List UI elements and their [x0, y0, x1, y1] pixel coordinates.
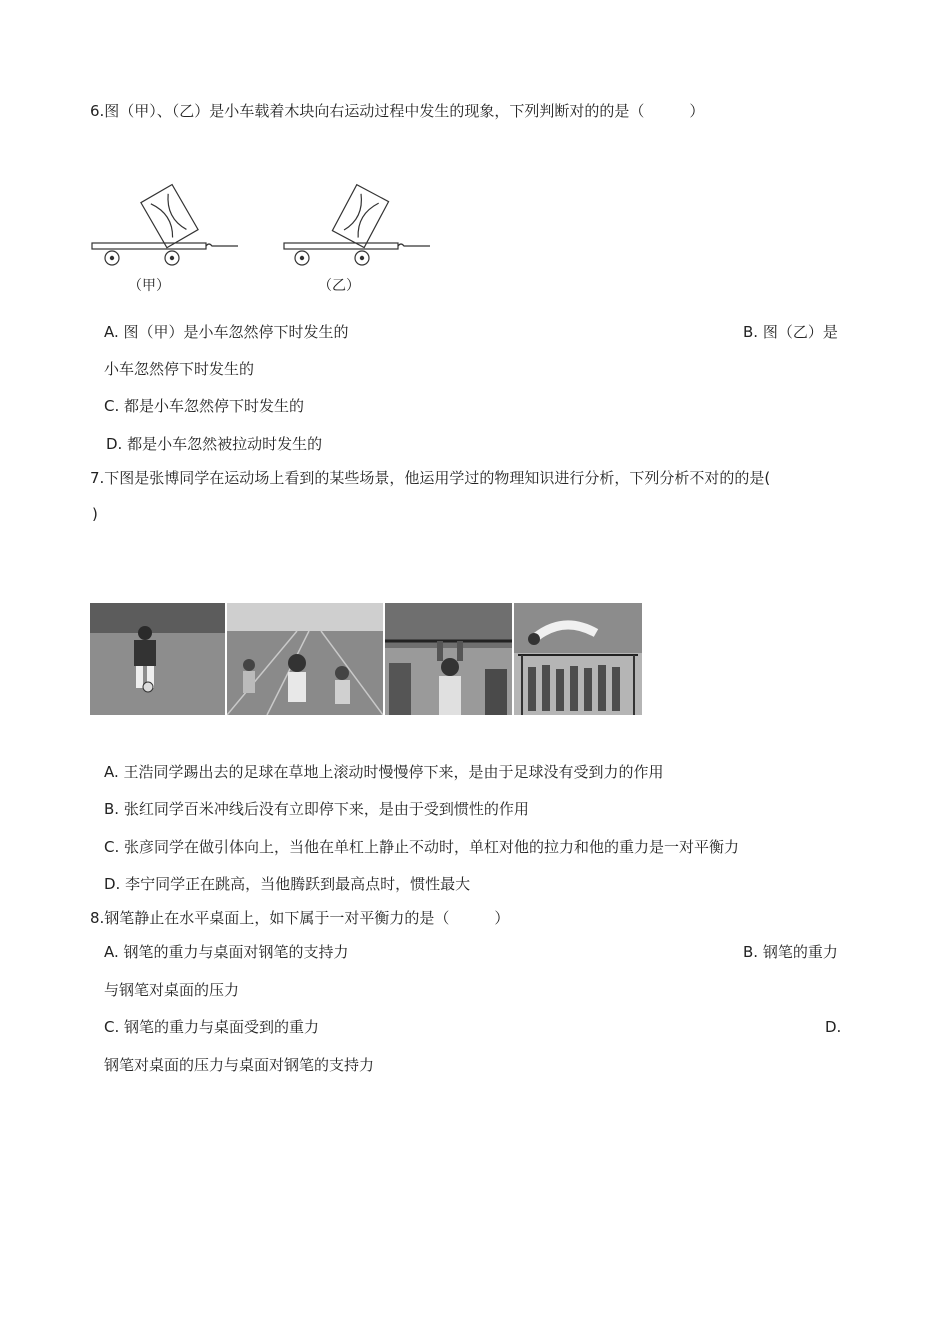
q6-option-a: A. 图（甲）是小车忽然停下时发生的: [104, 323, 349, 341]
q8-option-d-head: D.: [825, 1018, 842, 1036]
running-photo: [227, 603, 383, 715]
q6-option-c: C. 都是小车忽然停下时发生的: [104, 397, 305, 415]
q6-option-d: D. 都是小车忽然被拉动时发生的: [106, 435, 323, 453]
q7-photo-strip: [90, 603, 642, 715]
q7-option-c: C. 张彦同学在做引体向上，当他在单杠上静止不动时，单杠对他的拉力和他的重力是一对平衡力: [104, 838, 740, 856]
q8-option-b-tail: 与钢笔对桌面的压力: [104, 981, 240, 999]
q8-stem: 8.钢笔静止在水平桌面上，如下属于一对平衡力的是（ ）: [90, 909, 510, 927]
q8-option-d-tail: 钢笔对桌面的压力与桌面对钢笔的支持力: [104, 1056, 375, 1074]
pullup-photo: [385, 603, 512, 715]
q6-option-b-tail: 小车忽然停下时发生的: [104, 360, 255, 378]
cart-jia: [92, 185, 238, 265]
soccer-photo: [90, 603, 225, 715]
q7-option-b: B. 张红同学百米冲线后没有立即停下来，是由于受到惯性的作用: [104, 800, 529, 818]
q7-stem-line2: ): [92, 505, 98, 523]
q7-option-d: D. 李宁同学正在跳高，当他腾跃到最高点时，惯性最大: [104, 875, 471, 893]
highjump-photo: [514, 603, 642, 715]
q8-option-b-head: B. 钢笔的重力: [743, 943, 838, 961]
q8-option-c: C. 钢笔的重力与桌面受到的重力: [104, 1018, 320, 1036]
figure-label-yi: （乙）: [318, 278, 360, 294]
q6-option-b-head: B. 图（乙）是: [743, 323, 838, 341]
figure-label-jia: （甲）: [128, 278, 170, 294]
cart-yi: [284, 185, 430, 265]
q7-stem-line1: 7.下图是张博同学在运动场上看到的某些场景，他运用学过的物理知识进行分析，下列分析不对的的是(: [90, 469, 771, 487]
q8-option-a: A. 钢笔的重力与桌面对钢笔的支持力: [104, 943, 349, 961]
q7-option-a: A. 王浩同学踢出去的足球在草地上滚动时慢慢停下来，是由于足球没有受到力的作用: [104, 763, 664, 781]
q6-stem: 6.图（甲）、（乙）是小车载着木块向右运动过程中发生的现象，下列判断对的的是（ ）: [90, 102, 705, 120]
